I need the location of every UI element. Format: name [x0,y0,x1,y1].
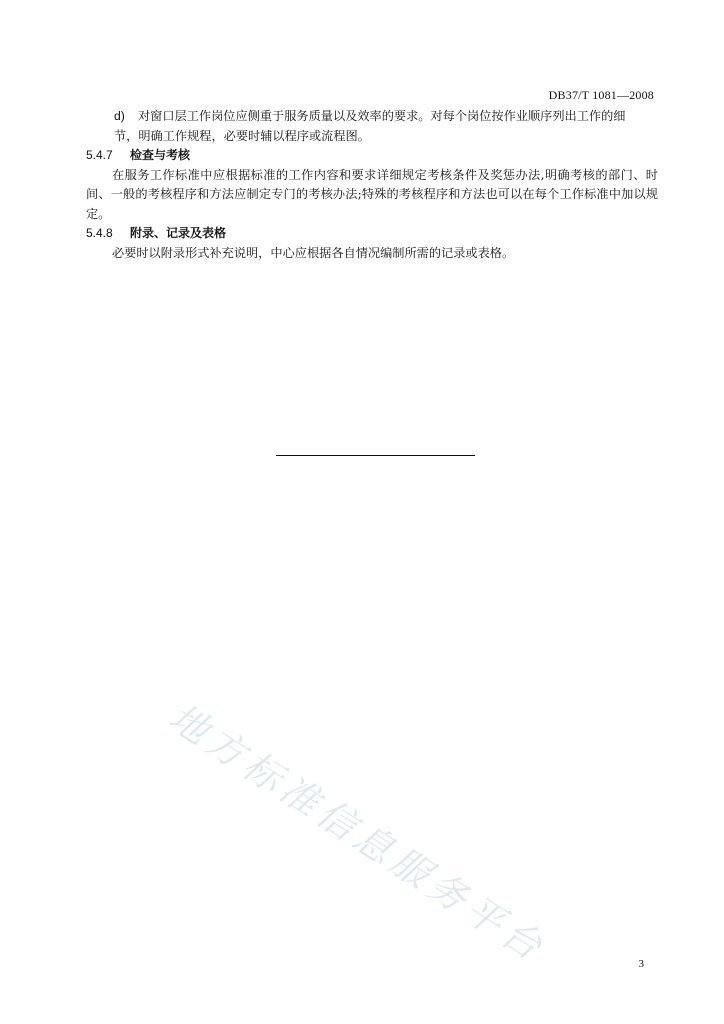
section-body-5-4-8: 必要时以附录形式补充说明，中心应根据各自情况编制所需的记录或表格。 [112,245,515,260]
section-number: 5.4.8 [86,226,113,240]
list-item-text-line2: 节，明确工作规程，必要时辅以程序或流程图。 [114,128,370,143]
section-heading-5-4-8 [86,224,658,244]
section-body-5-4-7: 在服务工作标准中应根据标准的工作内容和要求详细规定考核条件及奖惩办法,明确考核的部门、时间、一般的考核程序和方法应制定专门的考核办法;特殊的考核程序和方法也可以在每个工作标准中加以规定。 [86,167,658,221]
document-body [86,107,658,263]
page-number: 3 [638,958,644,970]
section-title: 检查与考核 [130,148,191,162]
watermark: 地方标准信息服务平台 [161,694,555,972]
end-of-text-rule [276,455,475,456]
section-title: 附录、记录及表格 [130,226,227,240]
section-heading-5-4-7 [86,146,658,166]
list-marker: d) [114,109,125,123]
section-number: 5.4.7 [86,148,113,162]
standard-code: DB37/T 1081—2008 [548,88,654,102]
list-item-d [86,107,658,146]
list-item-text-line1: 对窗口层工作岗位应侧重于服务质量以及效率的要求。对每个岗位按作业顺序列出工作的细 [138,109,626,123]
